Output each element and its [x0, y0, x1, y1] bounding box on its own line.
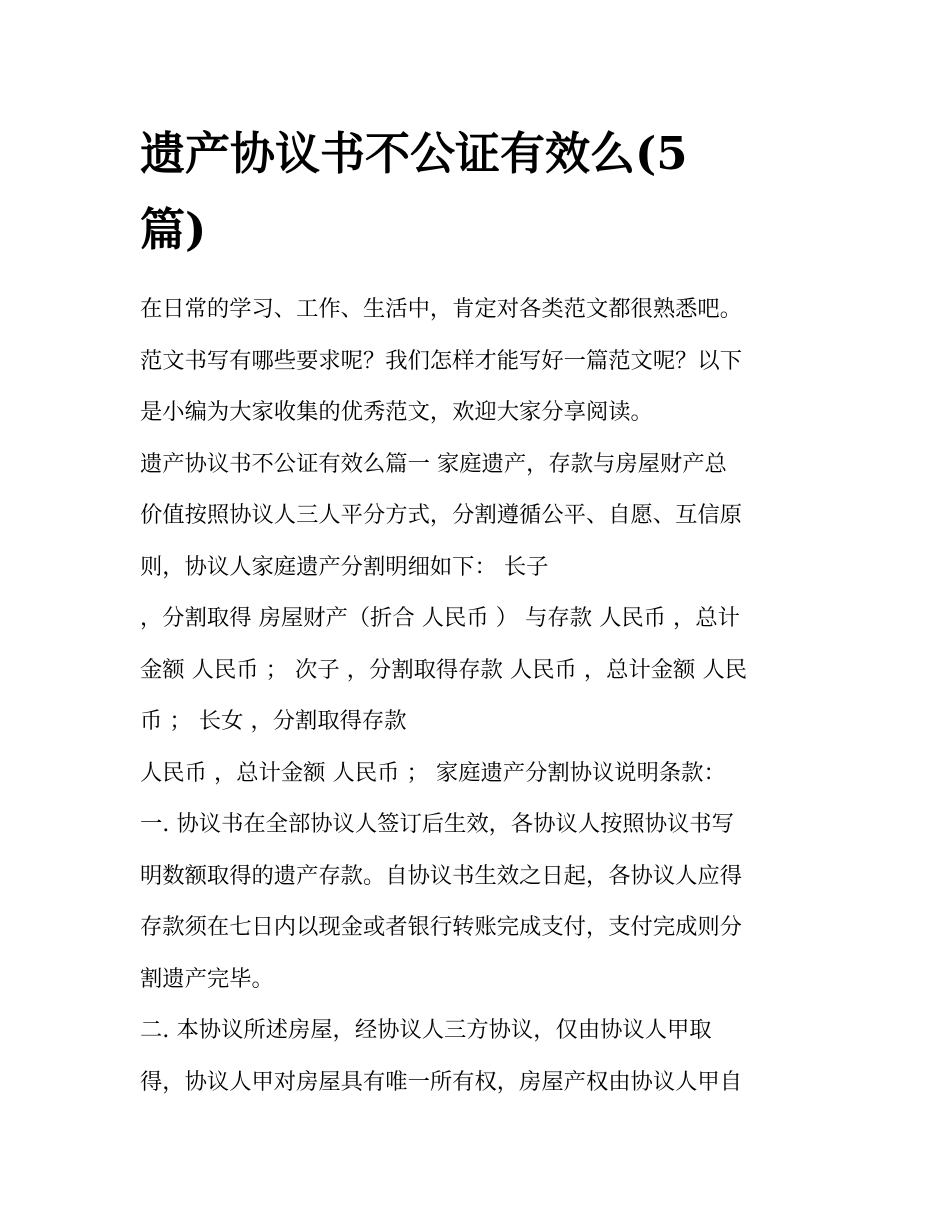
body-line: 价值按照协议人三人平分方式，分割遵循公平、自愿、互信原 — [140, 502, 743, 528]
body-line: 币 ； 长女 ，分割取得存款 — [140, 708, 407, 734]
body-line: 一. 协议书在全部协议人签订后生效，各协议人按照协议书写 — [140, 811, 734, 837]
body-line: 人民币 ，总计金额 人民币 ； 家庭遗产分割协议说明条款： — [140, 759, 726, 786]
body-line: 二. 本协议所述房屋，经协议人三方协议，仅由协议人甲取 — [140, 1017, 712, 1043]
title-line: 篇) — [140, 203, 207, 256]
document-title — [140, 116, 820, 268]
body-line: 得，协议人甲对房屋具有唯一所有权，房屋产权由协议人甲自 — [140, 1068, 743, 1095]
document-body — [140, 284, 820, 1108]
body-line: 金额 人民币 ； 次子 ，分割取得存款 人民币 ，总计金额 人民 — [140, 656, 748, 683]
body-line: ，分割取得 房屋财产（折合 人民币 ） 与存款 人民币 ，总计 — [140, 605, 740, 631]
body-line: 则，协议人家庭遗产分割明细如下： 长子 — [140, 553, 549, 580]
document-content — [140, 116, 820, 1108]
title-line: 遗产协议书不公证有效么(5 — [140, 127, 688, 180]
body-line: 明数额取得的遗产存款。自协议书生效之日起，各协议人应得 — [140, 862, 743, 889]
body-line: 在日常的学习、工作、生活中，肯定对各类范文都很熟悉吧。 — [140, 296, 743, 322]
body-line: 存款须在七日内以现金或者银行转账完成支付，支付完成则分 — [140, 914, 743, 940]
body-line: 遗产协议书不公证有效么篇一 家庭遗产，存款与房屋财产总 — [140, 450, 727, 477]
body-line: 是小编为大家收集的优秀范文，欢迎大家分享阅读。 — [140, 399, 653, 425]
body-line: 割遗产完毕。 — [140, 965, 274, 992]
body-line: 范文书写有哪些要求呢？我们怎样才能写好一篇范文呢？以下 — [140, 347, 743, 374]
